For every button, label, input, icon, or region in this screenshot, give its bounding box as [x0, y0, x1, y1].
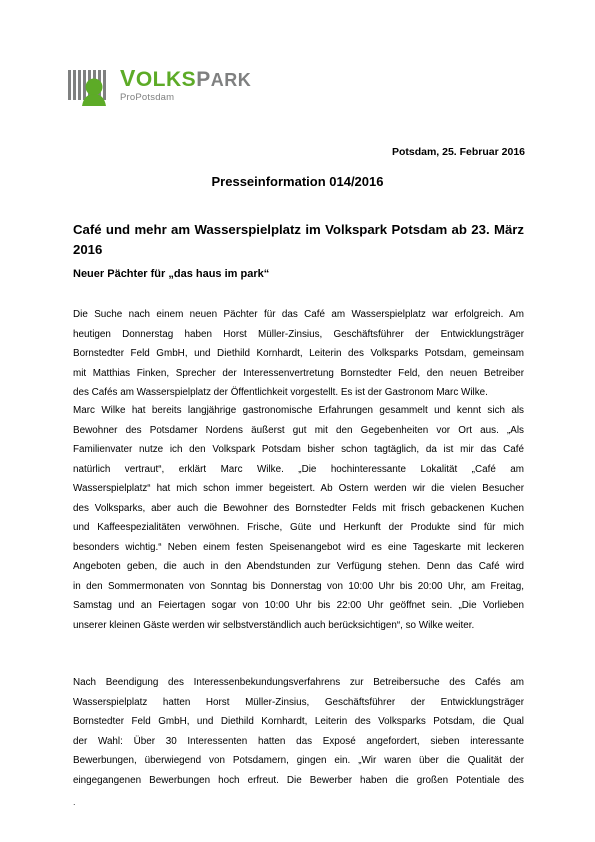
text-line: Bewohner des Potsdamer Nordens äußerst gut mit den Gegebenheiten vor Ort aus. „Als: [73, 424, 524, 436]
text-line: besonders wichtig.“ Neben einem festen Speisenangebot wird es eine Tageskarte mit leckeren: [73, 541, 524, 553]
text-line: unserer kleinen Gäste werden wir selbstverständlich auch berücksichtigen“, so Wilke weiter.: [73, 619, 475, 631]
text-line: mit Matthias Finken, Sprecher der Interessenvertretung Bornstedter Feld, den neuen Betreiber: [73, 367, 524, 379]
text-line: des Cafés am Wasserspielplatz der Öffentlichkeit vorgestellt. Es ist der Gastronom Marc Wilke.: [73, 387, 488, 398]
dateline: Potsdam, 25. Februar 2016: [391, 146, 525, 158]
text-line: natürlich vertraut“, erklärt Marc Wilke. „Die hochinteressante Lokalität „Café am: [73, 463, 524, 475]
text-line: in den Sommermonaten von Sonntag bis Donnerstag von 10:00 Uhr bis 20:00 Uhr, am Freitag,: [73, 580, 524, 592]
article-subheadline: Neuer Pächter für „das haus im park“: [73, 268, 270, 280]
text-line: Familienvater nutze ich den Volkspark Potsdam bisher schon tagtäglich, da ist mir das Café: [73, 444, 524, 455]
text-line: Nach Beendigung des Interessenbekundungsverfahrens zur Betreibersuche des Cafés am: [73, 677, 524, 688]
text-line: Bornstedter Feld GmbH, und Diethild Kornhardt, Leiterin des Volksparks Potsdam, die Qual: [73, 716, 524, 727]
logo-subtitle: ProPotsdam: [120, 92, 175, 103]
text-line: Angeboten geben, die auch in den Abendstunden zur Verfügung stehen. Denn das Café wird: [73, 561, 524, 572]
text-line: eingegangenen Bewerbungen hoch erfreut. Die Bewerber haben die großen Potentiale des: [73, 774, 524, 786]
text-line: Marc Wilke hat bereits langjährige gastronomische Erfahrungen gesammelt und kennt sich als: [73, 405, 524, 416]
volkspark-logo: [68, 66, 268, 110]
text-line: Bornstedter Feld GmbH, und Diethild Kornhardt, Leiterin des Volksparks Potsdam, gemeinsam: [73, 348, 524, 359]
text-line: des Volksparks, aber auch die Bewohner des Bornstedter Felds mit frisch gebackenen Kuchen: [73, 502, 524, 514]
text-line: heutigen Donnerstag haben Horst Müller-Zinsius, Geschäftsführer der Entwicklungsträger: [73, 328, 524, 340]
text-line: Wasserspielplatz hatten Horst Müller-Zinsius, Geschäftsführer der Entwicklungsträger: [73, 696, 524, 708]
paragraph-2: [73, 401, 524, 635]
text-line: und Kaffeespezialitäten verwöhnen. Frische, Güte und Herkunft der Produkte sind für mich: [73, 522, 524, 533]
article-headline: Café und mehr am Wasserspielplatz im Volkspark Potsdam ab 23. März 2016: [73, 222, 524, 257]
paragraph-1: [73, 305, 524, 403]
paragraph-3: [73, 673, 524, 790]
text-line: der Wahl: Über 30 Interessenten hatten das Exposé angefordert, sieben interessante: [73, 735, 524, 747]
footer-mark: .: [73, 797, 76, 807]
text-line: Die Suche nach einem neuen Pächter für das Café am Wasserspielplatz war erfolgreich. Am: [73, 309, 524, 320]
volkspark-logo-icon: [68, 66, 114, 106]
text-line: Wasserspielplatz“ hat mich schon immer begeistert. Ab Ostern werden wir die vielen Besucher: [73, 483, 524, 494]
logo-wordmark: VOLKSPARK: [120, 65, 252, 91]
text-line: Bewerbungen, überwiegend von Potsdamern, gingen ein. „Wir waren über die Qualität der: [73, 755, 524, 766]
press-title: Presseinformation 014/2016: [211, 174, 384, 189]
text-line: Samstag und an Feiertagen sogar von 10:00 Uhr bis 22:00 Uhr geöffnet sein. „Die Vorlieben: [73, 600, 524, 611]
